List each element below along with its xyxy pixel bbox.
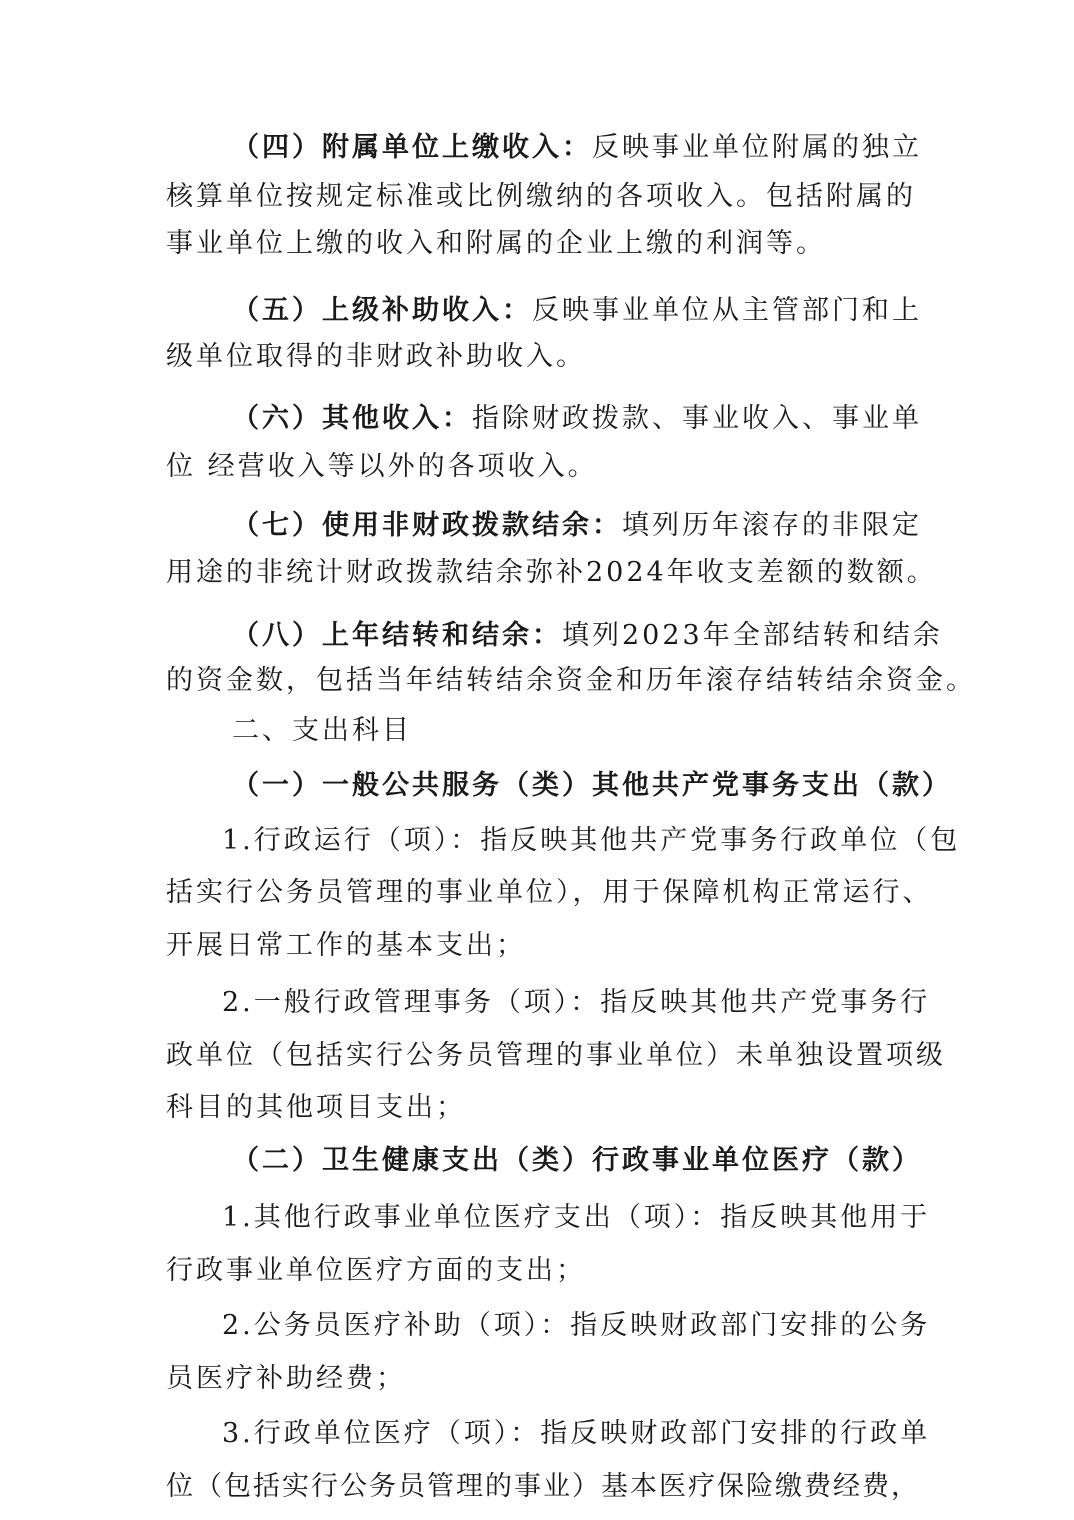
paragraph-5-line-2: 级单位取得的非财政补助收入。 [166,341,586,372]
paragraph-8-line-2: 的资金数，包括当年结转结余资金和历年滚存结转结余资金。 [166,665,976,696]
paragraph-6-line-2: 位 经营收入等以外的各项收入。 [166,451,598,482]
paragraph-4-heading: （四）附属单位上缴收入： [232,132,592,163]
item-1-1-line-3: 开展日常工作的基本支出； [166,930,526,961]
item-2-2-line-2: 员医疗补助经费； [166,1363,406,1394]
paragraph-4-text: 反映事业单位附属的独立 [592,132,922,163]
paragraph-6-line-1 [232,402,922,436]
paragraph-5-text: 反映事业单位从主管部门和上 [532,295,922,326]
item-2-3-line-2: 位（包括实行公务员管理的事业）基本医疗保险缴费经费， [166,1471,920,1502]
paragraph-7-text: 填列历年滚存的非限定 [622,510,922,541]
paragraph-7-line-1 [232,509,922,543]
item-1-1-line-1: 1.行政运行（项）：指反映其他共产党事务行政单位（包 [222,825,961,856]
subsection-2-title: （二）卫生健康支出（类）行政事业单位医疗（款） [232,1145,922,1176]
item-1-1-line-2: 括实行公务员管理的事业单位），用于保障机构正常运行、 [166,877,933,908]
paragraph-8-heading: （八）上年结转和结余： [232,620,562,651]
subsection-1-title: （一）一般公共服务（类）其他共产党事务支出（款） [232,770,952,801]
item-2-2-line-1: 2.公务员医疗补助（项）：指反映财政部门安排的公务 [222,1310,931,1341]
paragraph-7-line-2: 用途的非统计财政拨款结余弥补2024年收支差额的数额。 [166,557,937,588]
paragraph-8-text: 填列2023年全部结转和结余 [562,620,943,651]
item-2-1-line-1: 1.其他行政事业单位医疗支出（项）：指反映其他用于 [222,1202,931,1233]
paragraph-4-line-2: 核算单位按规定标准或比例缴纳的各项收入。包括附属的 [166,181,916,212]
item-1-2-line-3: 科目的其他项目支出； [166,1092,466,1123]
item-1-2-line-2: 政单位（包括实行公务员管理的事业单位）未单独设置项级 [166,1040,946,1071]
paragraph-8-line-1 [232,619,943,653]
item-2-1-line-2: 行政事业单位医疗方面的支出； [166,1255,586,1286]
paragraph-5-line-1 [232,294,922,328]
paragraph-4-line-1 [232,131,922,165]
item-2-3-line-1: 3.行政单位医疗（项）：指反映财政部门安排的行政单 [222,1418,931,1449]
paragraph-6-heading: （六）其他收入： [232,403,472,434]
item-1-2-line-1: 2.一般行政管理事务（项）：指反映其他共产党事务行 [222,987,931,1018]
paragraph-5-heading: （五）上级补助收入： [232,295,532,326]
paragraph-4-line-3: 事业单位上缴的收入和附属的企业上缴的利润等。 [166,228,826,259]
paragraph-7-heading: （七）使用非财政拨款结余： [232,510,622,541]
section-2-title: 二、支出科目 [232,715,412,746]
paragraph-6-text: 指除财政拨款、事业收入、事业单 [472,403,922,434]
